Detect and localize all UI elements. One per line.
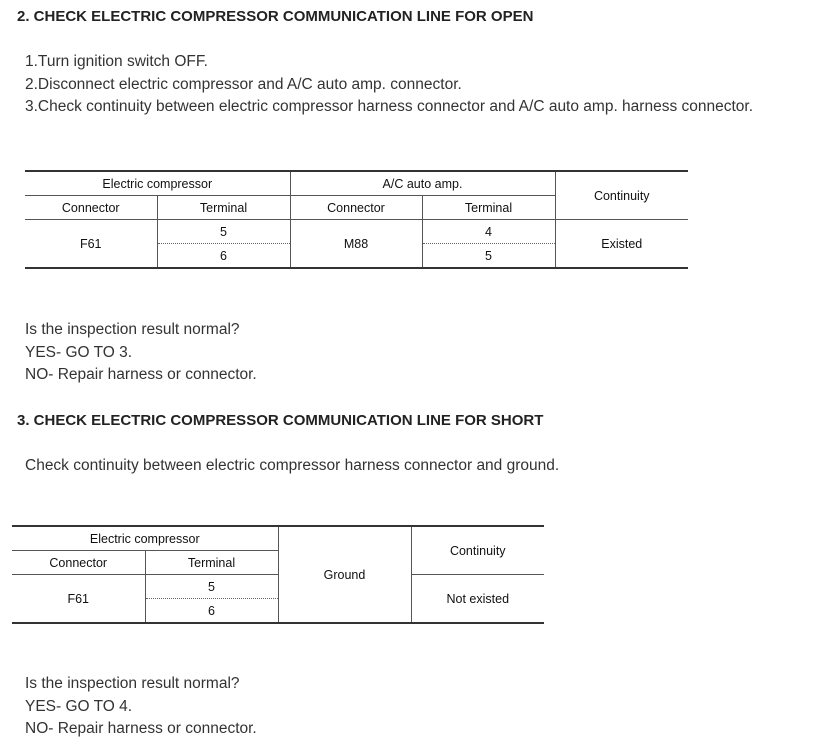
continuity-header: Continuity xyxy=(555,171,688,220)
section-2-heading: 2. CHECK ELECTRIC COMPRESSOR COMMUNICATION LINE FOR OPEN xyxy=(17,8,534,25)
inspection-question: Is the inspection result normal? xyxy=(25,321,240,338)
section-3-heading: 3. CHECK ELECTRIC COMPRESSOR COMMUNICATION LINE FOR SHORT xyxy=(17,412,544,429)
continuity-result: Not existed xyxy=(411,575,544,624)
terminal-cell: 6 xyxy=(157,244,290,269)
terminal-cell: 6 xyxy=(145,599,278,624)
no-answer: NO- Repair harness or connector. xyxy=(25,720,257,737)
terminal-header: Terminal xyxy=(422,196,555,220)
terminal-cell: 5 xyxy=(145,575,278,599)
step-item: 1.Turn ignition switch OFF. xyxy=(25,53,208,70)
continuity-header: Continuity xyxy=(411,526,544,575)
continuity-result: Existed xyxy=(555,220,688,269)
connector-header: Connector xyxy=(25,196,157,220)
ground-cell: Ground xyxy=(278,526,411,623)
step-item: 2.Disconnect electric compressor and A/C auto amp. connector. xyxy=(25,75,462,93)
step-item: 3.Check continuity between electric compressor harness connector and A/C auto amp. harness connector. xyxy=(25,98,754,115)
no-answer: NO- Repair harness or connector. xyxy=(25,366,257,383)
connector-header: Connector xyxy=(12,551,145,575)
terminal-header: Terminal xyxy=(157,196,290,220)
yes-answer: YES- GO TO 4. xyxy=(25,697,133,715)
inspection-question: Is the inspection result normal? xyxy=(25,675,240,692)
terminal-cell: 5 xyxy=(422,244,555,269)
connector-cell: F61 xyxy=(25,220,157,269)
group-header-electric-compressor: Electric compressor xyxy=(25,171,290,196)
continuity-table-open xyxy=(25,170,688,269)
continuity-table-short xyxy=(12,525,544,624)
section-3-instruction xyxy=(25,455,559,478)
terminal-cell: 5 xyxy=(157,220,290,244)
terminal-cell: 4 xyxy=(422,220,555,244)
group-header-electric-compressor: Electric compressor xyxy=(12,526,278,551)
group-header-ac-auto-amp: A/C auto amp. xyxy=(290,171,555,196)
section-2-steps xyxy=(25,51,753,119)
terminal-header: Terminal xyxy=(145,551,278,575)
connector-cell: F61 xyxy=(12,575,145,624)
yes-answer: YES- GO TO 3. xyxy=(25,343,133,361)
section-2-result-block xyxy=(25,319,257,387)
connector-header: Connector xyxy=(290,196,422,220)
connector-cell: M88 xyxy=(290,220,422,269)
section-3-result-block xyxy=(25,673,257,741)
instruction-text: Check continuity between electric compressor harness connector and ground. xyxy=(25,457,560,474)
